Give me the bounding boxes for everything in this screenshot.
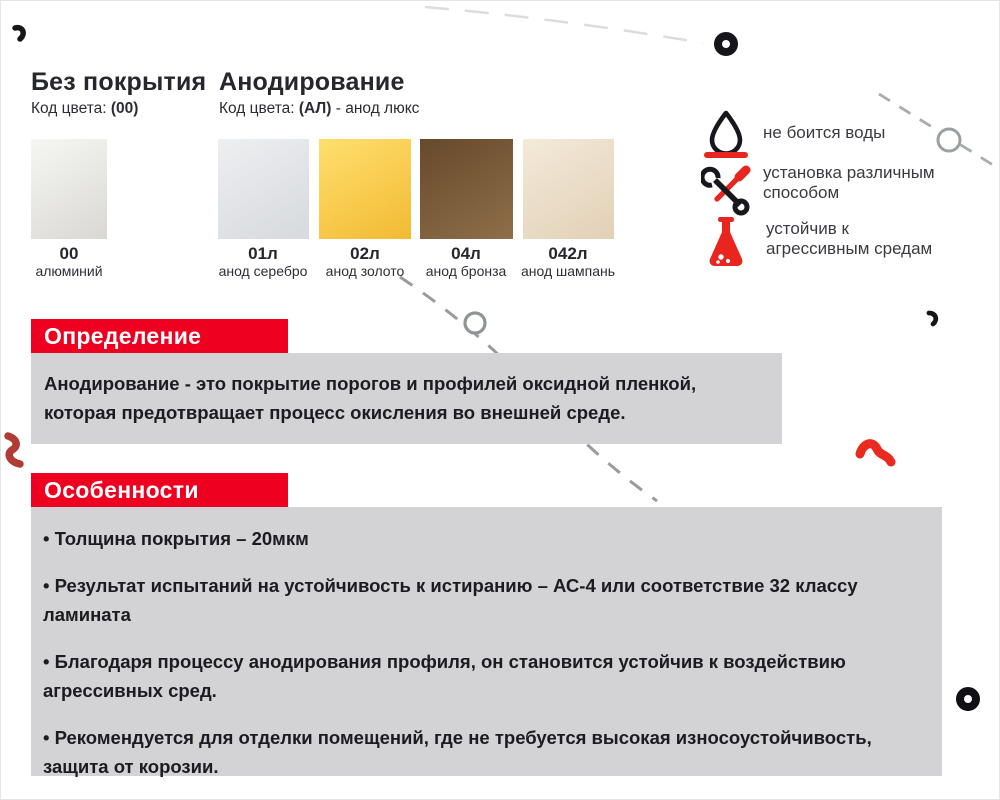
swatch-code: 04л xyxy=(451,244,481,263)
swatch-name: анод серебро xyxy=(218,263,308,279)
swatch-02l-gold xyxy=(319,139,411,239)
swatch-label-042l xyxy=(493,244,643,279)
dashed-line-top xyxy=(425,7,703,43)
uncoated-title: Без покрытия xyxy=(31,68,207,96)
features-panel xyxy=(31,507,942,776)
red-squiggle-left xyxy=(8,436,20,464)
swatch-name: алюминий xyxy=(35,263,103,279)
features-heading-banner xyxy=(31,473,288,507)
circle-outline-middle xyxy=(465,313,485,333)
benefit-label-installation: установка различным способом xyxy=(763,163,935,202)
anodized-code-label: Код цвета: xyxy=(219,100,295,117)
swatch-code: 00 xyxy=(59,244,79,263)
uncoated-code-value: (00) xyxy=(110,100,139,117)
anodized-title: Анодирование xyxy=(219,68,405,96)
definition-heading-banner xyxy=(31,319,288,353)
features-heading: Особенности xyxy=(44,476,199,503)
definition-panel xyxy=(31,353,782,444)
feature-item: • Толщина покрытия – 20мкм xyxy=(43,524,917,553)
red-squiggle-right xyxy=(860,444,891,462)
swatch-code: 042л xyxy=(548,244,588,263)
swatch-04l-bronze xyxy=(420,139,513,239)
swatch-name: анод бронза xyxy=(425,263,507,279)
features-list xyxy=(43,524,917,781)
comma-mark-right xyxy=(929,313,936,324)
ring-dot-top xyxy=(718,36,734,52)
swatch-01l-silver xyxy=(218,139,309,239)
swatch-042l-champagne xyxy=(523,139,614,239)
ring-dot-bottom-right xyxy=(960,691,976,707)
benefit-label-water: не боится воды xyxy=(763,123,886,142)
water-drop-underline xyxy=(704,152,748,158)
definition-text: Анодирование - это покрытие порогов и профилей оксидной пленкой, которая предотвращает процесс окисления во внешней среде. xyxy=(44,373,697,423)
swatch-label-00 xyxy=(0,244,144,279)
anodized-code-value: (АЛ) xyxy=(298,100,332,117)
anodized-code-suffix: - анод люкс xyxy=(335,100,420,117)
uncoated-code-label: Код цвета: xyxy=(31,100,107,117)
swatch-code: 01л xyxy=(248,244,278,263)
feature-item: • Результат испытаний на устойчивость к истиранию – АС-4 или соответствие 32 классу ламината xyxy=(43,571,917,629)
comma-mark-top-left xyxy=(15,28,23,39)
tools-icon xyxy=(701,165,753,217)
anodized-color-code xyxy=(219,100,419,118)
definition-heading: Определение xyxy=(44,322,202,349)
swatch-name: анод золото xyxy=(325,263,405,279)
feature-item: • Благодаря процессу анодирования профиля, он становится устойчив к воздействию агрессивных сред. xyxy=(43,647,917,705)
swatch-name: анод шампань xyxy=(520,263,616,279)
feature-item: • Рекомендуется для отделки помещений, где не требуется высокая износоустойчивость, защита от корозии. xyxy=(43,723,917,781)
swatch-00-aluminium xyxy=(31,139,107,239)
flask-icon xyxy=(701,216,751,270)
swatch-code: 02л xyxy=(350,244,380,263)
uncoated-color-code xyxy=(31,100,138,118)
benefit-label-aggressive: устойчив к агрессивным средам xyxy=(766,219,933,258)
